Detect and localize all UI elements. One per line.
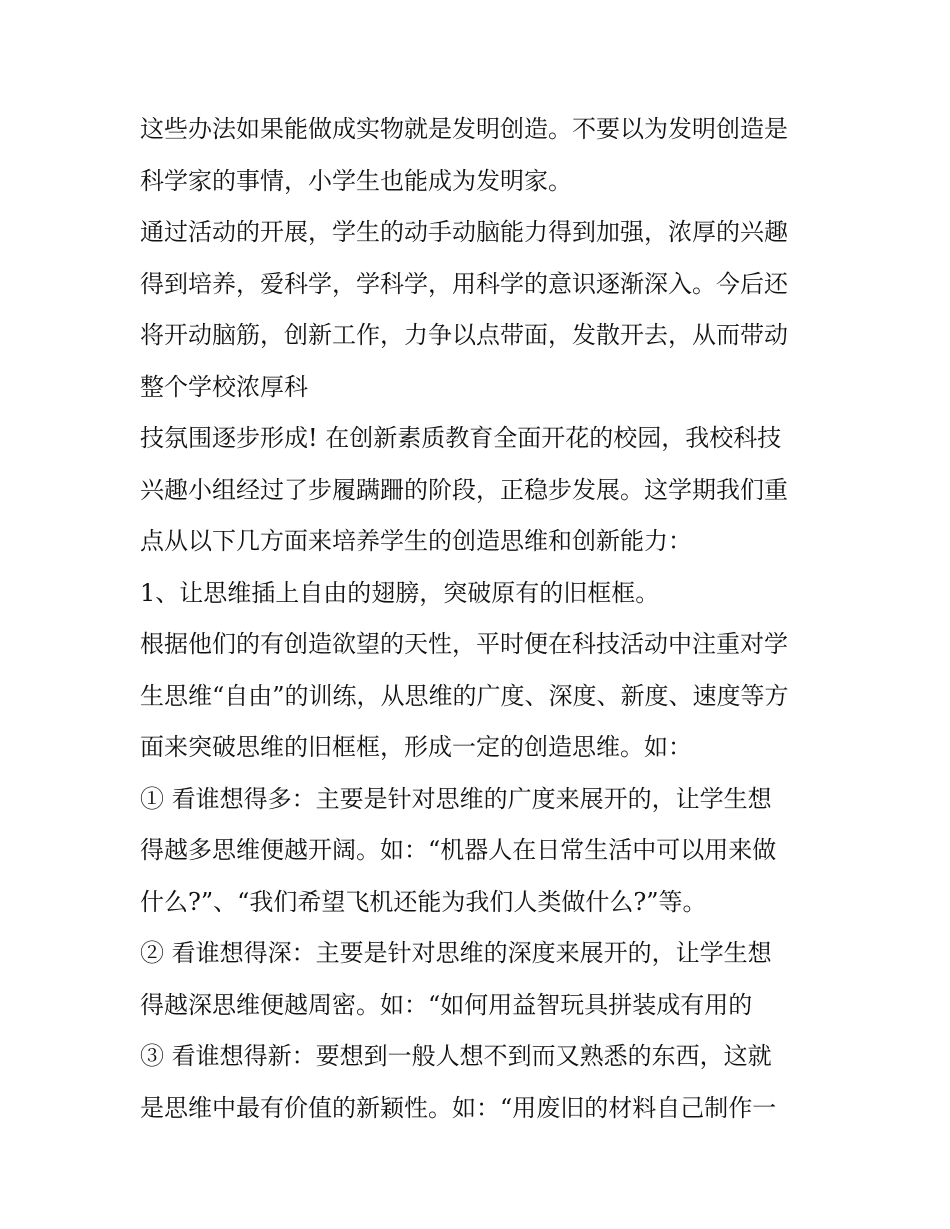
text-line: 科学家的事情，小学生也能成为发明家。 [140, 166, 572, 195]
text-line: 得越多思维便越开阔。如：“机器人在日常生活中可以用来做 [140, 836, 777, 864]
text-line: 点从以下几方面来培养学生的创造思维和创新能力： [140, 527, 692, 555]
list-item-3: ③ 看谁想得新：要想到一般人想不到而又熟悉的东西，这就 [140, 1042, 772, 1070]
text-line: 通过活动的开展，学生的动手动脑能力得到加强，浓厚的兴趣 [140, 218, 788, 246]
text-line: 技氛围逐步形成! 在创新素质教育全面开花的校园，我校科技 [140, 424, 782, 452]
text-line: 根据他们的有创造欲望的天性，平时便在科技活动中注重对学 [140, 630, 788, 658]
list-heading: 1、让思维插上自由的翅膀，突破原有的旧框框。 [140, 578, 660, 607]
text-line: 整个学校浓厚科 [140, 372, 308, 401]
text-line: 生思维“自由”的训练，从思维的广度、深度、新度、速度等方 [140, 681, 789, 710]
list-item-1: ① 看谁想得多：主要是针对思维的广度来展开的，让学生想 [140, 784, 772, 813]
document-body [140, 104, 820, 1134]
text-line: 这些办法如果能做成实物就是发明创造。不要以为发明创造是 [140, 115, 788, 143]
text-line: 面来突破思维的旧框框，形成一定的创造思维。如： [140, 733, 692, 761]
text-line: 兴趣小组经过了步履蹒跚的阶段，正稳步发展。这学期我们重 [140, 475, 788, 504]
text-line: 是思维中最有价值的新颖性。如：“用废旧的材料自己制作一 [140, 1093, 777, 1122]
list-item-2: ② 看谁想得深：主要是针对思维的深度来展开的，让学生想 [140, 939, 772, 967]
text-line: 将开动脑筋，创新工作，力争以点带面，发散开去，从而带动 [140, 321, 788, 349]
text-line: 什么?”、“我们希望飞机还能为我们人类做什么?”等。 [140, 887, 707, 916]
text-line: 得越深思维便越周密。如：“如何用益智玩具拼装成有用的 [140, 990, 753, 1019]
text-line: 得到培养，爱科学，学科学，用科学的意识逐渐深入。今后还 [140, 269, 788, 298]
